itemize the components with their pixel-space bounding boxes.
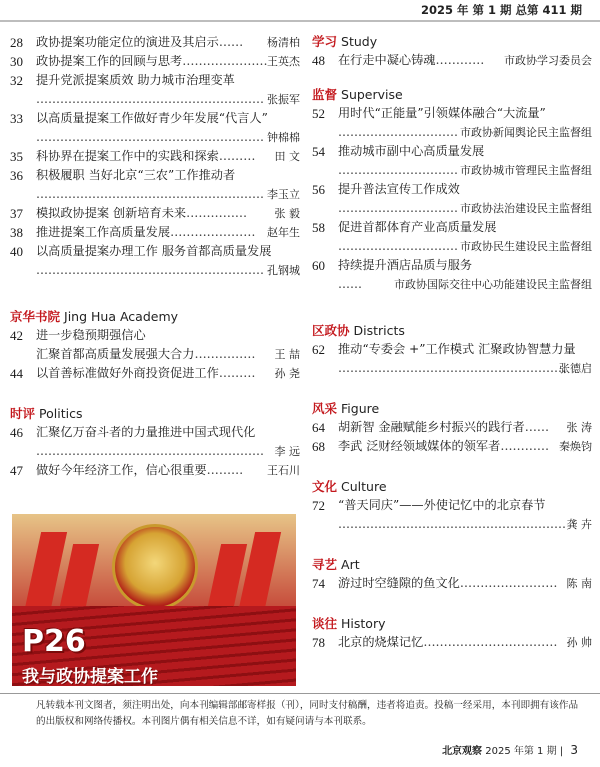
section-heading-history — [312, 615, 592, 633]
leader-dots: ………………………………………………… — [36, 187, 264, 201]
feature-promo-image[interactable] — [12, 514, 296, 686]
entry-title: 提升普法宣传工作成效 — [338, 182, 460, 196]
section-title-zh: 谈往 — [312, 616, 338, 631]
entry-title: 推进提案工作高质量发展 — [36, 225, 171, 239]
page-number: 42 — [10, 328, 23, 343]
leader-dots: ………………………………………………… — [338, 361, 566, 375]
entry-author: 市政协国际交往中心功能建设民主监督组 — [394, 278, 592, 291]
section-title-en: Study — [341, 34, 378, 49]
section-title-zh: 时评 — [10, 406, 36, 421]
page-number: 56 — [312, 182, 325, 197]
toc-entry[interactable] — [10, 223, 300, 242]
entry-title: 用时代“正能量”引领媒体融合“大流量” — [338, 106, 546, 120]
issue-info: 2025 年 第 1 期 总第 411 期 — [420, 3, 582, 17]
entry-author: 王石川 — [267, 464, 300, 477]
entry-title: 做好今年经济工作，信心很重要 — [36, 463, 207, 477]
entry-author: 钟棉棉 — [267, 131, 300, 144]
section-title-en: Politics — [39, 406, 83, 421]
leader-dots: …… — [218, 35, 244, 49]
toc-entry-continuation — [10, 261, 300, 280]
toc-entry[interactable] — [10, 364, 300, 383]
header-rule — [0, 20, 600, 22]
section-title-en: Districts — [353, 323, 405, 338]
toc-entry-continuation — [10, 128, 300, 147]
toc-entry[interactable] — [10, 109, 300, 128]
footer-issue: 2025 年第 1 期 — [485, 746, 557, 757]
section-title-zh: 学习 — [312, 34, 338, 49]
entry-author: 市政协城市管理民主监督组 — [460, 164, 592, 177]
entry-author: 田 文 — [274, 150, 300, 163]
leader-dots: …………… — [194, 347, 256, 361]
toc-entry-continuation — [10, 442, 300, 461]
entry-title: “普天同庆”——外使记忆中的北京春节 — [338, 498, 546, 512]
leader-dots: ………………………… — [338, 201, 458, 215]
section-heading-study — [312, 33, 592, 51]
entry-title: 模拟政协提案 创新培育未来 — [36, 206, 187, 220]
entry-author: 张 涛 — [566, 421, 592, 434]
entry-author: 市政协新闻舆论民主监督组 — [460, 126, 592, 139]
toc-entry-continuation — [10, 90, 300, 109]
leader-dots: ………………………………………………… — [36, 263, 264, 277]
entry-title: 进一步稳预期强信心 — [36, 328, 146, 342]
entry-title: 游过时空缝隙的鱼文化 — [338, 576, 460, 590]
toc-entry[interactable] — [312, 256, 592, 275]
section-title-zh: 风采 — [312, 401, 338, 416]
page-number: 40 — [10, 244, 23, 259]
entry-author: 市政协学习委员会 — [504, 54, 592, 67]
toc-entry[interactable] — [312, 180, 592, 199]
toc-entry[interactable] — [10, 345, 300, 364]
entry-author: 陈 南 — [566, 577, 592, 590]
section-title-zh: 寻艺 — [312, 557, 338, 572]
page-number: 47 — [10, 463, 23, 478]
page-number-footer: 3 — [570, 743, 578, 757]
leader-dots: ………………………… — [338, 163, 458, 177]
entry-author: 龚 卉 — [566, 518, 592, 531]
entry-author: 张德启 — [559, 362, 592, 375]
section-title-en: Art — [341, 557, 360, 572]
toc-entry[interactable] — [10, 71, 300, 90]
toc-entry[interactable] — [10, 326, 300, 345]
section-heading-politics — [10, 405, 300, 423]
page-number: 38 — [10, 225, 23, 240]
leader-dots: ………………………………………………… — [36, 92, 264, 106]
leader-dots: ………………… — [182, 54, 268, 68]
toc-entry-continuation — [312, 199, 592, 218]
entry-title: 促进首都体育产业高质量发展 — [338, 220, 497, 234]
toc-entry-continuation — [312, 237, 592, 256]
entry-author: 孙 帅 — [566, 636, 592, 649]
magazine-name: 北京观察 — [442, 746, 483, 757]
entry-title: 以高质量提案工作做好青少年发展“代言人” — [36, 111, 268, 125]
entry-title: 以首善标准做好外商投资促进工作 — [36, 366, 219, 380]
toc-entry[interactable] — [312, 633, 592, 652]
leader-dots: ………………………………………………… — [338, 517, 566, 531]
entry-title: 北京的烧煤记忆 — [338, 635, 424, 649]
leader-dots: …………… — [186, 206, 248, 220]
promo-caption: 我与政协提案工作 — [22, 667, 158, 687]
section-heading-jinghua — [10, 308, 300, 326]
entry-title: 李武 泛财经领域媒体的领军者 — [338, 439, 501, 453]
section-title-en: History — [341, 616, 386, 631]
leader-dots: ………………………………………………… — [36, 130, 264, 144]
toc-entry-continuation — [312, 123, 592, 142]
toc-entry-continuation — [10, 185, 300, 204]
section-title-en: Figure — [341, 401, 380, 416]
entry-author: 孔钢城 — [267, 264, 300, 277]
section-title-en: Supervise — [341, 87, 403, 102]
leader-dots: …… — [524, 420, 550, 434]
entry-author: 王英杰 — [267, 55, 300, 68]
toc-entry-continuation — [312, 161, 592, 180]
section-heading-districts — [312, 322, 592, 340]
entry-title: 科协界在提案工作中的实践和探索 — [36, 149, 219, 163]
section-title-zh: 监督 — [312, 87, 338, 102]
toc-entry[interactable] — [10, 166, 300, 185]
entry-title: 政协提案功能定位的演进及其启示 — [36, 35, 219, 49]
toc-entry[interactable] — [10, 461, 300, 480]
page-number: 62 — [312, 342, 325, 357]
toc-entry[interactable] — [312, 437, 592, 456]
toc-entry[interactable] — [10, 33, 300, 52]
page-number: 30 — [10, 54, 23, 69]
page-number: 52 — [312, 106, 325, 121]
notice-text: 凡转载本刊文图者，须注明出处，向本刊编辑部邮寄样报（刊），同时支付稿酬，违者将追责。投稿一经采用，本刊即拥有该作品的出版权和网络传播权。本刊图片偶有相关信息不详，如有疑问请与本刊联系。 — [36, 700, 579, 727]
toc-left-column — [10, 33, 300, 480]
entry-title: 推动城市副中心高质量发展 — [338, 144, 485, 158]
leader-dots: ………… — [500, 439, 550, 453]
page-number: 74 — [312, 576, 325, 591]
entry-title: 推动“专委会 +”工作模式 汇聚政协智慧力量 — [338, 342, 576, 356]
toc-entry[interactable] — [312, 51, 592, 70]
page-number: 60 — [312, 258, 325, 273]
leader-dots: ………………… — [170, 225, 256, 239]
entry-title: 政协提案工作的回顾与思考 — [36, 54, 183, 68]
section-title-zh: 京华书院 — [10, 309, 61, 324]
promo-page-label: P26 — [22, 624, 86, 659]
toc-entry[interactable] — [312, 418, 592, 437]
toc-right-column — [312, 33, 592, 652]
leader-dots: ………………………… — [338, 239, 458, 253]
section-title-zh: 区政协 — [312, 323, 350, 338]
entry-author: 市政协民生建设民主监督组 — [460, 240, 592, 253]
page-number: 44 — [10, 366, 23, 381]
entry-author: 张 毅 — [274, 207, 300, 220]
page-number: 58 — [312, 220, 325, 235]
section-title-zh: 文化 — [312, 479, 338, 494]
leader-dots: ………………………… — [338, 125, 458, 139]
toc-entry[interactable] — [312, 496, 592, 515]
page-footer: 北京观察 2025 年第 1 期 | 3 — [442, 743, 578, 757]
toc-entry[interactable] — [312, 104, 592, 123]
leader-dots: …… — [338, 277, 362, 291]
page-number: 36 — [10, 168, 23, 183]
entry-title: 提升党派提案质效 助力城市治理变革 — [36, 73, 235, 87]
leader-dots: ……… — [206, 463, 244, 477]
entry-author: 张振军 — [267, 93, 300, 106]
leader-dots: ………… — [435, 53, 485, 67]
section-title-en: Culture — [341, 479, 387, 494]
toc-entry[interactable] — [10, 204, 300, 223]
leader-dots: ……… — [218, 149, 256, 163]
entry-author: 王 喆 — [274, 348, 300, 361]
entry-author: 孙 尧 — [274, 367, 300, 380]
toc-entry[interactable] — [10, 423, 300, 442]
page-number: 78 — [312, 635, 325, 650]
leader-dots: ……… — [218, 366, 256, 380]
entry-author: 杨清柏 — [267, 36, 300, 49]
leader-dots: …………………………… — [423, 635, 558, 649]
entry-title: 胡新智 金融赋能乡村振兴的践行者 — [338, 420, 525, 434]
page-number: 72 — [312, 498, 325, 513]
page-number: 64 — [312, 420, 325, 435]
entry-author: 秦焕钧 — [559, 440, 592, 453]
page-number: 46 — [10, 425, 23, 440]
toc-entry-continuation — [312, 515, 592, 534]
leader-dots: ………………………………………………… — [36, 444, 264, 458]
entry-title: 汇聚首都高质量发展强大合力 — [36, 347, 195, 361]
cppcc-emblem-icon — [112, 524, 198, 610]
entry-title: 在行走中凝心铸魂 — [338, 53, 436, 67]
leader-dots: …………………… — [459, 576, 558, 590]
toc-entry[interactable] — [10, 242, 300, 261]
toc-entry-continuation — [312, 359, 592, 378]
section-heading-art — [312, 556, 592, 574]
entry-author: 赵年生 — [267, 226, 300, 239]
toc-entry[interactable] — [312, 574, 592, 593]
page-number: 54 — [312, 144, 325, 159]
entry-author: 李玉立 — [267, 188, 300, 201]
entry-title: 以高质量提案办理工作 服务首都高质量发展 — [36, 244, 272, 258]
toc-entry[interactable] — [10, 147, 300, 166]
page-number: 33 — [10, 111, 23, 126]
toc-entry[interactable] — [312, 218, 592, 237]
page-number: 28 — [10, 35, 23, 50]
entry-title: 积极履职 当好北京“三农”工作推动者 — [36, 168, 236, 182]
entry-author: 李 远 — [274, 445, 300, 458]
section-heading-figure — [312, 400, 592, 418]
toc-entry[interactable] — [312, 142, 592, 161]
page-number: 35 — [10, 149, 23, 164]
copyright-notice — [0, 693, 600, 730]
section-heading-supervise — [312, 86, 592, 104]
section-heading-culture — [312, 478, 592, 496]
page-number: 32 — [10, 73, 23, 88]
toc-entry[interactable] — [10, 52, 300, 71]
entry-title: 持续提升酒店品质与服务 — [338, 258, 473, 272]
entry-title: 汇聚亿万奋斗者的力量推进中国式现代化 — [36, 425, 256, 439]
toc-entry-continuation — [312, 275, 592, 294]
toc-entry[interactable] — [312, 340, 592, 359]
page-number: 37 — [10, 206, 23, 221]
page-number: 68 — [312, 439, 325, 454]
entry-author: 市政协法治建设民主监督组 — [460, 202, 592, 215]
section-title-en: Jing Hua Academy — [64, 309, 179, 324]
page-number: 48 — [312, 53, 325, 68]
